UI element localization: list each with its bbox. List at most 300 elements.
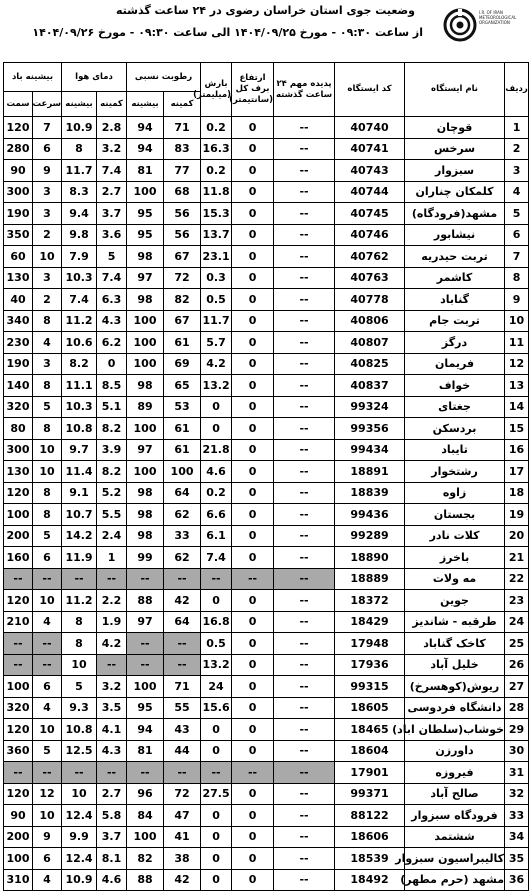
station-code-cell: 17901 — [335, 762, 405, 784]
station-code-cell: 18465 — [335, 719, 405, 741]
humidity-min-cell: 62 — [164, 504, 201, 526]
precipitation-cell: 0.3 — [201, 267, 232, 289]
humidity-max-cell: 89 — [127, 396, 164, 418]
humidity-min-cell: 82 — [164, 289, 201, 311]
wind-speed-cell: 2 — [33, 224, 62, 246]
phenomenon-cell: -- — [274, 310, 335, 332]
station-code-cell: 40763 — [335, 267, 405, 289]
wind-direction-cell: 120 — [4, 719, 33, 741]
temp-min-cell: 6.3 — [97, 289, 127, 311]
table-row — [4, 676, 529, 698]
snow-depth-cell: -- — [232, 762, 274, 784]
row-number-cell: 28 — [505, 697, 529, 719]
wind-direction-cell: 100 — [4, 848, 33, 870]
wind-direction-cell: 120 — [4, 590, 33, 612]
precipitation-cell: 0 — [201, 869, 232, 891]
precipitation-cell: 13.2 — [201, 654, 232, 676]
temp-min-cell: 7.4 — [97, 160, 127, 182]
temp-min-cell: 3.6 — [97, 224, 127, 246]
phenomenon-cell: -- — [274, 848, 335, 870]
row-number-cell: 32 — [505, 783, 529, 805]
temp-min-cell: 3.7 — [97, 826, 127, 848]
station-name-cell: رشتخوار — [405, 461, 505, 483]
station-name-cell: گناباد — [405, 289, 505, 311]
station-name-cell: مشهد(فرودگاه) — [405, 203, 505, 225]
station-code-cell: 99356 — [335, 418, 405, 440]
humidity-max-cell: 98 — [127, 246, 164, 268]
humidity-min-cell: 43 — [164, 719, 201, 741]
station-code-cell: 18891 — [335, 461, 405, 483]
station-name-cell: بجستان — [405, 504, 505, 526]
snow-depth-cell: 0 — [232, 439, 274, 461]
phenomenon-cell: -- — [274, 762, 335, 784]
humidity-min-cell: 47 — [164, 805, 201, 827]
wind-speed-cell: 10 — [33, 805, 62, 827]
temp-min-cell: 1 — [97, 547, 127, 569]
wind-speed-cell: 9 — [33, 160, 62, 182]
wind-direction-cell: 40 — [4, 289, 33, 311]
precipitation-cell: 0 — [201, 590, 232, 612]
station-name-cell: صالح آباد — [405, 783, 505, 805]
humidity-min-cell: 53 — [164, 396, 201, 418]
station-name-cell: کاخک گناباد — [405, 633, 505, 655]
station-name-cell: کلمکان چناران — [405, 181, 505, 203]
phenomenon-cell: -- — [274, 676, 335, 698]
snow-depth-cell: 0 — [232, 461, 274, 483]
precipitation-cell: 15.6 — [201, 697, 232, 719]
phenomenon-cell: -- — [274, 267, 335, 289]
temp-min-cell: 4.2 — [97, 633, 127, 655]
wind-speed-cell: 6 — [33, 848, 62, 870]
temp-max-cell: 11.2 — [62, 310, 97, 332]
row-number-cell: 17 — [505, 461, 529, 483]
station-name-cell: فریمان — [405, 353, 505, 375]
header-max-wind: بیشینه باد — [4, 63, 62, 92]
table-row — [4, 418, 529, 440]
humidity-min-cell: 100 — [164, 461, 201, 483]
wind-direction-cell: -- — [4, 762, 33, 784]
phenomenon-cell: -- — [274, 805, 335, 827]
precipitation-cell: 0 — [201, 740, 232, 762]
header-precip-label: بارش — [204, 78, 228, 89]
temp-max-cell: 11.2 — [62, 590, 97, 612]
humidity-min-cell: 56 — [164, 203, 201, 225]
phenomenon-cell: -- — [274, 332, 335, 354]
snow-depth-cell: 0 — [232, 848, 274, 870]
snow-depth-cell: 0 — [232, 418, 274, 440]
wind-direction-cell: 100 — [4, 504, 33, 526]
humidity-max-cell: 82 — [127, 848, 164, 870]
wind-speed-cell: 7 — [33, 117, 62, 139]
wind-direction-cell: 140 — [4, 375, 33, 397]
wind-speed-cell: 4 — [33, 697, 62, 719]
station-name-cell: ریوش(کوهسرخ) — [405, 676, 505, 698]
temp-min-cell: 2.7 — [97, 783, 127, 805]
humidity-min-cell: 41 — [164, 826, 201, 848]
humidity-max-cell: 98 — [127, 504, 164, 526]
header-wind-direction: سمت — [4, 92, 33, 117]
humidity-max-cell: 95 — [127, 224, 164, 246]
wind-direction-cell: -- — [4, 568, 33, 590]
station-code-cell: 99289 — [335, 525, 405, 547]
precipitation-cell: 27.5 — [201, 783, 232, 805]
humidity-min-cell: 42 — [164, 869, 201, 891]
humidity-min-cell: -- — [164, 654, 201, 676]
phenomenon-cell: -- — [274, 547, 335, 569]
station-name-cell: تربت حیدریه — [405, 246, 505, 268]
temp-min-cell: 3.9 — [97, 439, 127, 461]
humidity-min-cell: 64 — [164, 611, 201, 633]
row-number-cell: 14 — [505, 396, 529, 418]
temp-max-cell: 8.2 — [62, 353, 97, 375]
table-row — [4, 203, 529, 225]
snow-depth-cell: 0 — [232, 697, 274, 719]
table-row — [4, 310, 529, 332]
humidity-min-cell: -- — [164, 633, 201, 655]
temp-min-cell: 6.2 — [97, 332, 127, 354]
station-code-cell: 18429 — [335, 611, 405, 633]
snow-depth-cell: 0 — [232, 310, 274, 332]
temp-max-cell: 10.9 — [62, 869, 97, 891]
temp-max-cell: 12.4 — [62, 805, 97, 827]
snow-depth-cell: 0 — [232, 289, 274, 311]
temp-max-cell: 9.3 — [62, 697, 97, 719]
precipitation-cell: -- — [201, 762, 232, 784]
table-row — [4, 783, 529, 805]
station-code-cell: 40807 — [335, 332, 405, 354]
humidity-min-cell: 71 — [164, 117, 201, 139]
station-name-cell: جغتای — [405, 396, 505, 418]
wind-speed-cell: 3 — [33, 353, 62, 375]
station-name-cell: داورزن — [405, 740, 505, 762]
precipitation-cell: 23.1 — [201, 246, 232, 268]
temp-min-cell: 5.5 — [97, 504, 127, 526]
station-name-cell: خلیل آباد — [405, 654, 505, 676]
humidity-max-cell: 84 — [127, 805, 164, 827]
temp-max-cell: 8 — [62, 138, 97, 160]
temp-min-cell: 8.2 — [97, 461, 127, 483]
humidity-max-cell: 88 — [127, 590, 164, 612]
wind-speed-cell: 10 — [33, 590, 62, 612]
temp-max-cell: 9.7 — [62, 439, 97, 461]
wind-speed-cell: 10 — [33, 246, 62, 268]
wind-direction-cell: 350 — [4, 224, 33, 246]
station-name-cell: نیشابور — [405, 224, 505, 246]
report-period: از ساعت ۰۹:۳۰ - مورخ ۱۴۰۴/۰۹/۲۵ الی ساعت ۰۹:۳۰ - مورخ ۱۴۰۴/۰۹/۲۶ — [32, 26, 423, 39]
wind-direction-cell: 300 — [4, 439, 33, 461]
wind-speed-cell: 6 — [33, 676, 62, 698]
precipitation-cell: 11.7 — [201, 310, 232, 332]
row-number-cell: 8 — [505, 267, 529, 289]
temp-min-cell: 4.6 — [97, 869, 127, 891]
temp-max-cell: 10.9 — [62, 117, 97, 139]
station-name-cell: زاوه — [405, 482, 505, 504]
wind-direction-cell: 360 — [4, 740, 33, 762]
wind-direction-cell: 120 — [4, 482, 33, 504]
humidity-max-cell: -- — [127, 568, 164, 590]
header-snow-label: ارتفاع برف کل — [235, 73, 270, 94]
table-row — [4, 568, 529, 590]
row-number-cell: 19 — [505, 504, 529, 526]
wind-speed-cell: 8 — [33, 310, 62, 332]
humidity-max-cell: 81 — [127, 160, 164, 182]
temp-min-cell: 8.2 — [97, 418, 127, 440]
humidity-max-cell: 97 — [127, 439, 164, 461]
wind-direction-cell: 130 — [4, 461, 33, 483]
wind-direction-cell: 90 — [4, 160, 33, 182]
humidity-max-cell: 100 — [127, 353, 164, 375]
table-row — [4, 504, 529, 526]
station-name-cell: سبزوار — [405, 160, 505, 182]
table-row — [4, 332, 529, 354]
snow-depth-cell: -- — [232, 568, 274, 590]
header-station-code: کد ایستگاه — [335, 63, 405, 117]
wind-direction-cell: 310 — [4, 869, 33, 891]
phenomenon-cell: -- — [274, 181, 335, 203]
snow-depth-cell: 0 — [232, 590, 274, 612]
row-number-cell: 15 — [505, 418, 529, 440]
row-number-cell: 10 — [505, 310, 529, 332]
wind-direction-cell: 80 — [4, 418, 33, 440]
wind-direction-cell: 210 — [4, 611, 33, 633]
table-row — [4, 525, 529, 547]
humidity-max-cell: 98 — [127, 289, 164, 311]
temp-min-cell: 5.8 — [97, 805, 127, 827]
humidity-max-cell: 97 — [127, 611, 164, 633]
table-row — [4, 267, 529, 289]
precipitation-cell: 0 — [201, 805, 232, 827]
wind-speed-cell: 5 — [33, 740, 62, 762]
wind-direction-cell: 320 — [4, 396, 33, 418]
station-code-cell: 18605 — [335, 697, 405, 719]
wind-speed-cell: -- — [33, 568, 62, 590]
precipitation-cell: 24 — [201, 676, 232, 698]
phenomenon-cell: -- — [274, 203, 335, 225]
snow-depth-cell: 0 — [232, 611, 274, 633]
header-wind-speed: سرعت — [33, 92, 62, 117]
humidity-max-cell: -- — [127, 654, 164, 676]
table-row — [4, 654, 529, 676]
snow-depth-cell: 0 — [232, 826, 274, 848]
humidity-max-cell: 95 — [127, 697, 164, 719]
station-code-cell: 40837 — [335, 375, 405, 397]
temp-min-cell: -- — [97, 654, 127, 676]
station-code-cell: 18492 — [335, 869, 405, 891]
station-name-cell: تایباد — [405, 439, 505, 461]
wind-direction-cell: -- — [4, 654, 33, 676]
precipitation-cell: 0.2 — [201, 160, 232, 182]
row-number-cell: 24 — [505, 611, 529, 633]
phenomenon-cell: -- — [274, 654, 335, 676]
station-code-cell: 40778 — [335, 289, 405, 311]
station-name-cell: سرخس — [405, 138, 505, 160]
row-number-cell: 25 — [505, 633, 529, 655]
wind-speed-cell: 4 — [33, 332, 62, 354]
header-humidity: رطوبت نسبی — [127, 63, 201, 92]
wind-direction-cell: 320 — [4, 697, 33, 719]
snow-depth-cell: 0 — [232, 246, 274, 268]
row-number-cell: 26 — [505, 654, 529, 676]
humidity-max-cell: 100 — [127, 461, 164, 483]
temp-max-cell: -- — [62, 762, 97, 784]
temp-min-cell: 3.2 — [97, 676, 127, 698]
table-row — [4, 869, 529, 891]
wind-speed-cell: 10 — [33, 461, 62, 483]
phenomenon-cell: -- — [274, 504, 335, 526]
row-number-cell: 36 — [505, 869, 529, 891]
snow-depth-cell: 0 — [232, 547, 274, 569]
snow-depth-cell: 0 — [232, 375, 274, 397]
row-number-cell: 12 — [505, 353, 529, 375]
phenomenon-cell: -- — [274, 246, 335, 268]
wind-speed-cell: 3 — [33, 203, 62, 225]
wind-speed-cell: 4 — [33, 611, 62, 633]
header-snow-unit: (سانتیمتر) — [229, 95, 274, 105]
snow-depth-cell: 0 — [232, 633, 274, 655]
precipitation-cell: 13.7 — [201, 224, 232, 246]
temp-max-cell: 11.4 — [62, 461, 97, 483]
temp-max-cell: 12.4 — [62, 848, 97, 870]
temp-max-cell: -- — [62, 568, 97, 590]
humidity-min-cell: 61 — [164, 418, 201, 440]
wind-speed-cell: 9 — [33, 826, 62, 848]
phenomenon-cell: -- — [274, 160, 335, 182]
temp-min-cell: 0 — [97, 353, 127, 375]
station-name-cell: باخرز — [405, 547, 505, 569]
precipitation-cell: 6.1 — [201, 525, 232, 547]
snow-depth-cell: 0 — [232, 267, 274, 289]
temp-min-cell: -- — [97, 568, 127, 590]
humidity-min-cell: 38 — [164, 848, 201, 870]
precipitation-cell: 0 — [201, 396, 232, 418]
station-name-cell: طرقبه - شاندیز — [405, 611, 505, 633]
row-number-cell: 23 — [505, 590, 529, 612]
humidity-max-cell: 100 — [127, 418, 164, 440]
station-code-cell: 40762 — [335, 246, 405, 268]
temp-max-cell: 14.2 — [62, 525, 97, 547]
station-name-cell: کاشمر — [405, 267, 505, 289]
temp-min-cell: 7.4 — [97, 267, 127, 289]
phenomenon-cell: -- — [274, 783, 335, 805]
humidity-min-cell: 67 — [164, 310, 201, 332]
temp-max-cell: 10.3 — [62, 396, 97, 418]
temp-min-cell: -- — [97, 762, 127, 784]
station-code-cell: 40743 — [335, 160, 405, 182]
header-station-name: نام ایستگاه — [405, 63, 505, 117]
table-row — [4, 826, 529, 848]
table-row — [4, 482, 529, 504]
table-row — [4, 181, 529, 203]
humidity-max-cell: 100 — [127, 181, 164, 203]
phenomenon-cell: -- — [274, 289, 335, 311]
precipitation-cell: 15.3 — [201, 203, 232, 225]
precipitation-cell: 0.5 — [201, 289, 232, 311]
precipitation-cell: 7.4 — [201, 547, 232, 569]
header-row-number: ردیف — [505, 63, 529, 117]
humidity-min-cell: 71 — [164, 676, 201, 698]
station-code-cell: 18539 — [335, 848, 405, 870]
temp-max-cell: 7.4 — [62, 289, 97, 311]
table-row — [4, 461, 529, 483]
wind-speed-cell: 4 — [33, 869, 62, 891]
humidity-min-cell: 68 — [164, 181, 201, 203]
wind-speed-cell: -- — [33, 633, 62, 655]
temp-max-cell: 8.3 — [62, 181, 97, 203]
snow-depth-cell: 0 — [232, 224, 274, 246]
station-code-cell: 40746 — [335, 224, 405, 246]
phenomenon-cell: -- — [274, 117, 335, 139]
humidity-min-cell: 64 — [164, 482, 201, 504]
humidity-max-cell: 98 — [127, 525, 164, 547]
station-name-cell: کالیبراسیون سبزوار — [405, 848, 505, 870]
temp-max-cell: 10 — [62, 654, 97, 676]
wind-direction-cell: -- — [4, 633, 33, 655]
station-name-cell: تربت جام — [405, 310, 505, 332]
humidity-max-cell: 81 — [127, 740, 164, 762]
temp-min-cell: 8.1 — [97, 848, 127, 870]
row-number-cell: 31 — [505, 762, 529, 784]
station-code-cell: 40825 — [335, 353, 405, 375]
temp-max-cell: 8 — [62, 633, 97, 655]
humidity-min-cell: 42 — [164, 590, 201, 612]
temp-min-cell: 2.8 — [97, 117, 127, 139]
row-number-cell: 4 — [505, 181, 529, 203]
table-row — [4, 439, 529, 461]
humidity-max-cell: 98 — [127, 482, 164, 504]
wind-speed-cell: 3 — [33, 181, 62, 203]
wind-speed-cell: 8 — [33, 504, 62, 526]
row-number-cell: 9 — [505, 289, 529, 311]
temp-min-cell: 3.5 — [97, 697, 127, 719]
header-humidity-max: بیشینه — [127, 92, 164, 117]
humidity-min-cell: 67 — [164, 246, 201, 268]
temp-max-cell: 10.7 — [62, 504, 97, 526]
wind-direction-cell: 340 — [4, 310, 33, 332]
precipitation-cell: 0.2 — [201, 482, 232, 504]
station-name-cell: جوین — [405, 590, 505, 612]
station-code-cell: 18606 — [335, 826, 405, 848]
station-code-cell: 40806 — [335, 310, 405, 332]
phenomenon-cell: -- — [274, 353, 335, 375]
station-name-cell: مشهد (حرم مطهر) — [405, 869, 505, 891]
precipitation-cell: 4.6 — [201, 461, 232, 483]
precipitation-cell: 11.8 — [201, 181, 232, 203]
station-code-cell: 99315 — [335, 676, 405, 698]
table-row — [4, 762, 529, 784]
wind-direction-cell: 190 — [4, 353, 33, 375]
snow-depth-cell: 0 — [232, 138, 274, 160]
humidity-min-cell: -- — [164, 568, 201, 590]
wind-speed-cell: 6 — [33, 138, 62, 160]
header-humidity-min: کمینه — [164, 92, 201, 117]
humidity-min-cell: 69 — [164, 353, 201, 375]
precipitation-cell: 0.2 — [201, 117, 232, 139]
station-code-cell: 18372 — [335, 590, 405, 612]
table-row — [4, 117, 529, 139]
wind-direction-cell: 280 — [4, 138, 33, 160]
row-number-cell: 21 — [505, 547, 529, 569]
humidity-min-cell: 65 — [164, 375, 201, 397]
station-code-cell: 40740 — [335, 117, 405, 139]
wind-speed-cell: 5 — [33, 525, 62, 547]
humidity-max-cell: 94 — [127, 117, 164, 139]
station-code-cell: 40745 — [335, 203, 405, 225]
snow-depth-cell: 0 — [232, 740, 274, 762]
temp-max-cell: 12.5 — [62, 740, 97, 762]
phenomenon-cell: -- — [274, 375, 335, 397]
table-row — [4, 160, 529, 182]
humidity-max-cell: 100 — [127, 826, 164, 848]
